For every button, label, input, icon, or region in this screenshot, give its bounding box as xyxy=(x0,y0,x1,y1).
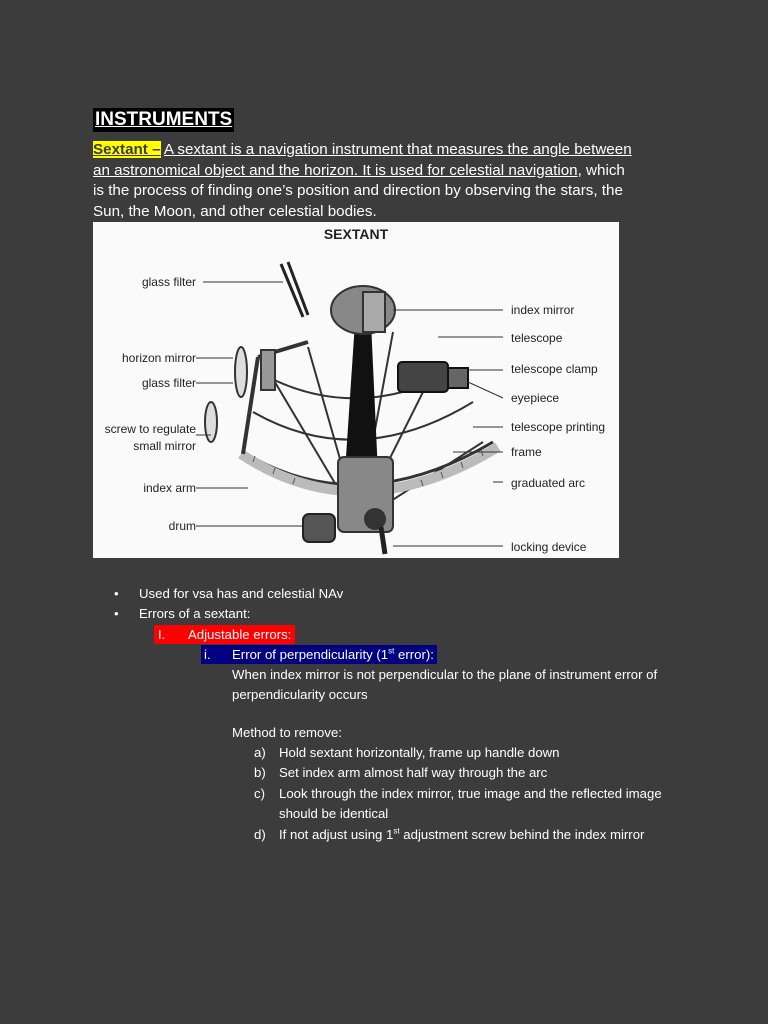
label-telescope-clamp: telescope clamp xyxy=(511,362,598,376)
label-glass-filter-top: glass filter xyxy=(141,275,196,289)
error-description: When index mirror is not perpendicular to the plane of instrument error of perpendicularity occurs xyxy=(232,667,658,702)
sextant-term: Sextant – xyxy=(93,141,161,158)
label-graduated-arc: graduated arc xyxy=(511,476,586,490)
label-telescope-printing: telescope printing xyxy=(511,420,606,434)
intro-paragraph xyxy=(93,140,638,222)
label-index-arm: index arm xyxy=(143,481,196,495)
label-index-mirror: index mirror xyxy=(511,303,575,317)
label-glass-filter: glass filter xyxy=(141,376,196,390)
label-eyepiece: eyepiece xyxy=(511,391,560,405)
label-horizon-mirror: horizon mirror xyxy=(121,351,196,365)
label-locking-device: locking device xyxy=(511,540,587,554)
label-frame: frame xyxy=(511,445,542,459)
error-perpendicularity-heading: i. Error of perpendicularity (1st error): xyxy=(201,645,437,664)
list-item: d) If not adjust using 1st adjustment screw behind the index mirror xyxy=(254,826,645,842)
intro-underlined: A sextant is a navigation instrument that measures the angle between an astronomical object and the horizon. It is used for celestial navigation xyxy=(93,141,632,179)
diagram-title: SEXTANT xyxy=(323,226,389,242)
sextant-diagram xyxy=(93,222,619,558)
method-heading: Method to remove: xyxy=(232,725,342,740)
bullet-item: • Errors of a sextant: xyxy=(139,604,250,623)
adjustable-errors-heading: I. Adjustable errors: xyxy=(154,625,295,644)
label-small-mirror: small mirror xyxy=(133,439,196,453)
list-item: b) Set index arm almost half way through the arc xyxy=(254,765,548,780)
label-screw-regulate: screw to regulate xyxy=(104,422,196,436)
label-telescope: telescope xyxy=(511,331,563,345)
label-drum: drum xyxy=(168,519,196,533)
bullet-item: • Used for vsa has and celestial NAv xyxy=(139,584,343,603)
page-title: INSTRUMENTS xyxy=(95,109,233,130)
intro-rest: , which is the process of finding one’s position and direction by observing the stars, the Sun, the Moon, and other celestial bodies. xyxy=(93,161,625,220)
list-item: a) Hold sextant horizontally, frame up handle down xyxy=(254,745,560,760)
list-item: c) Look through the index mirror, true image and the reflected image should be identical xyxy=(254,786,662,821)
